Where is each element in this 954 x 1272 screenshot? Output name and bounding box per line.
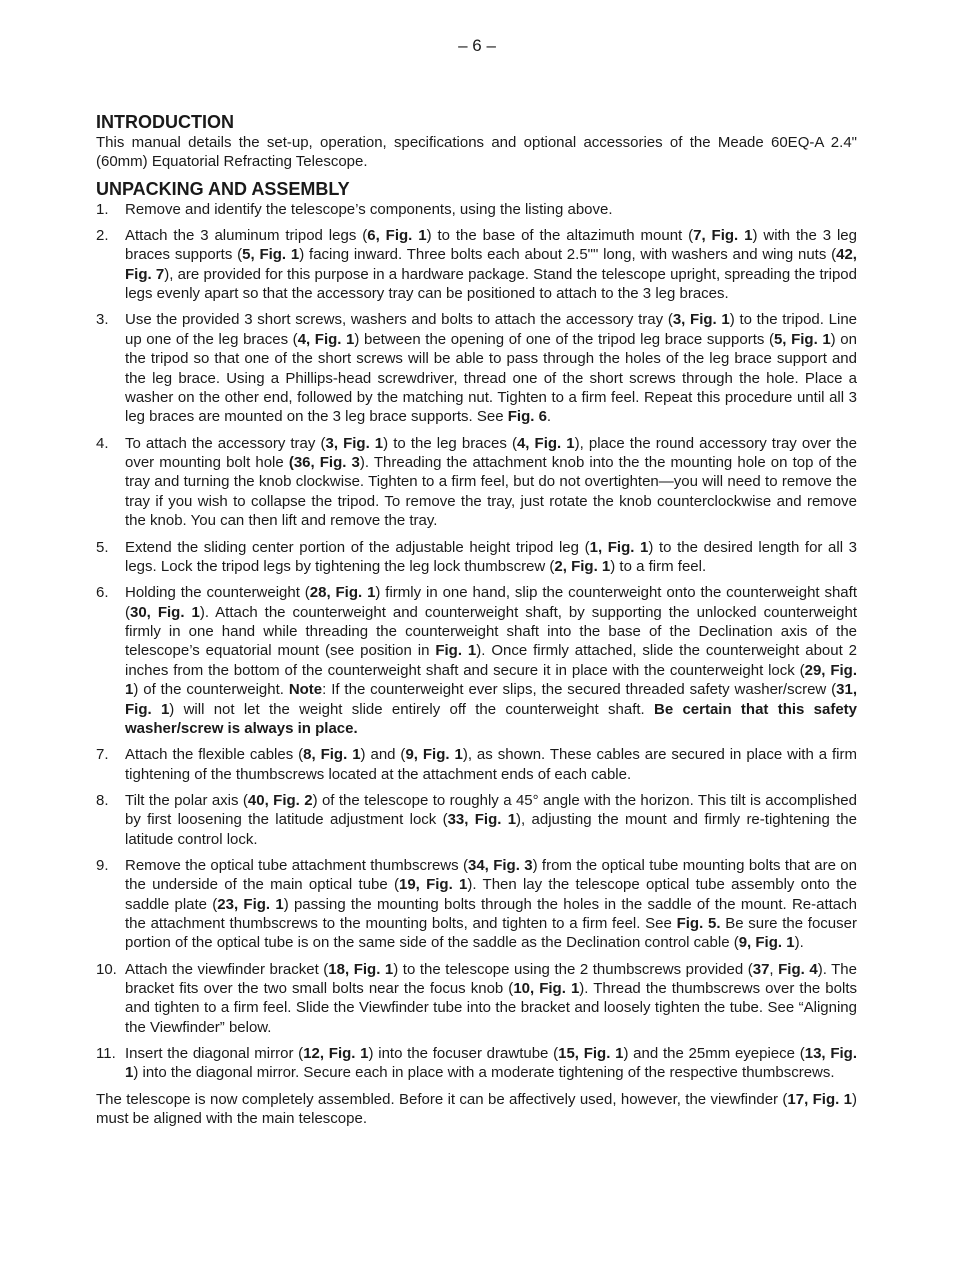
step-number: 3.: [96, 311, 109, 329]
text-run: ) and (: [360, 746, 406, 764]
page-number: – 6 –: [458, 36, 496, 55]
bold-reference: 3, Fig. 1: [672, 311, 730, 329]
text-run: Holding the counterweight (: [125, 584, 310, 602]
text-run: ), place the round accessory tray over the over mounting bolt hole: [125, 434, 857, 472]
text-run: Be sure the focuser portion of the optical tube is on the same side of the saddle as the Declination control cable (: [125, 915, 857, 952]
text-run: ). Thread the thumbscrews over the bolts and tighten to a firm feel. Slide the Viewfinder tube into the bracket and loosely tighten the tube. See “Aligning the Viewfinder” below.: [125, 980, 857, 1036]
bold-reference: 17, Fig. 1: [787, 1090, 852, 1108]
closing-paragraph: [96, 1090, 857, 1129]
bold-reference: 4, Fig. 1: [516, 434, 575, 452]
bold-reference: 19, Fig. 1: [398, 876, 468, 894]
text-run: ) to the desired length for all 3 legs. Lock the tripod legs by tightening the leg lock thumbscrew (: [125, 538, 857, 575]
step-number: 6.: [96, 584, 109, 602]
bold-reference: Fig. 4: [778, 960, 818, 978]
assembly-step: [96, 960, 857, 1038]
text-run: ), are provided for this purpose in a hardware package. Stand the telescope upright, spreading the tripod legs evenly apart so that the accessory tray can be positioned to attach to the 3 leg braces.: [125, 265, 857, 303]
step-number: 9.: [96, 856, 109, 874]
text-run: ), adjusting the mount and firmly re-tightening the latitude control lock.: [125, 811, 857, 848]
text-run: ). Attach the counterweight and counterweight shaft, by supporting the unlocked counterweight firmly in one hand while threading the counterweight shaft into the base of the Declination axis of the telescope’s equatorial mount (see position in: [125, 603, 857, 660]
bold-reference: 40, Fig. 2: [247, 791, 313, 809]
bold-reference: 6, Fig. 1: [367, 227, 427, 245]
text-run: ) and the 25mm eyepiece (: [623, 1045, 805, 1063]
step-text: [125, 1045, 857, 1081]
step-text: [125, 746, 857, 782]
step-text: [125, 539, 857, 575]
text-run: ) will not let the weight slide entirely off the counterweight shaft.: [169, 700, 654, 718]
bold-reference: Be certain that this safety washer/screw is always in place.: [125, 700, 858, 737]
step-text: [125, 201, 613, 218]
text-run: ) must be aligned with the main telescope.: [96, 1090, 857, 1128]
assembly-step: [96, 745, 857, 784]
introduction-heading: INTRODUCTION: [96, 112, 234, 132]
text-run: ). Threading the attachment knob into the the mounting hole on top of the tray and turning the knob clockwise. Tighten to a firm feel, but do not overtighten—you will need to remove the tray if you wish to collapse the tripod. To remove the tray, just rotate the knob counterclockwise and remove the knob. You can then lift and remove the tray.: [125, 454, 857, 530]
bold-reference: Fig. 5.: [676, 915, 721, 932]
bold-reference: 5, Fig. 1: [773, 330, 831, 348]
text-run: Extend the sliding center portion of the adjustable height tripod leg (: [125, 538, 590, 556]
assembly-step: [96, 791, 857, 849]
text-run: ) into the focuser drawtube (: [368, 1045, 559, 1063]
assembly-step: [96, 1044, 857, 1083]
step-number: 2.: [96, 227, 109, 245]
text-run: Tilt the polar axis (: [125, 791, 248, 809]
bold-reference: 15, Fig. 1: [558, 1045, 624, 1063]
step-number: 8.: [96, 791, 109, 809]
bold-reference: Note: [288, 681, 323, 699]
text-run: ) to the leg braces (: [383, 434, 517, 452]
text-run: ) to a firm feel.: [610, 557, 707, 575]
text-run: To attach the accessory tray (: [125, 434, 326, 452]
step-number: 5.: [96, 538, 109, 556]
text-run: ), as shown. These cables are secured in place with a firm tightening of the thumbscrews located at the attachment ends of each cable.: [125, 746, 857, 783]
bold-reference: 5, Fig. 1: [242, 246, 300, 264]
unpacking-heading: UNPACKING AND ASSEMBLY: [96, 178, 350, 199]
bold-reference: 1, Fig. 1: [589, 538, 649, 556]
bold-reference: Fig. 6: [507, 408, 547, 426]
text-run: Attach the 3 aluminum tripod legs (: [125, 227, 368, 245]
text-run: ) with the 3 leg braces supports (: [125, 227, 857, 264]
text-run: ,: [769, 960, 779, 978]
text-run: ) of the counterweight.: [133, 681, 289, 699]
step-number: 7.: [96, 746, 109, 764]
text-run: ). Once firmly attached, slide the counterweight about 2 inches from the bottom of the counterweight shaft and secure it in place with the counterweight lock (: [125, 642, 858, 679]
bold-reference: 9, Fig. 1: [405, 746, 463, 764]
assembly-step: [96, 434, 857, 531]
bold-reference: 33, Fig. 1: [447, 811, 517, 829]
bold-reference: 28, Fig. 1: [309, 584, 376, 602]
assembly-steps-list: [96, 200, 857, 1083]
bold-reference: 30, Fig. 1: [130, 603, 200, 621]
bold-reference: 13, Fig. 1: [125, 1045, 857, 1082]
step-number: 4.: [96, 434, 109, 452]
bold-reference: 9, Fig. 1: [738, 934, 795, 952]
bold-reference: 42, Fig. 7: [125, 246, 857, 283]
bold-reference: 8, Fig. 1: [303, 746, 361, 764]
text-run: Attach the viewfinder bracket (: [125, 960, 329, 978]
assembly-step: [96, 583, 857, 738]
bold-reference: 12, Fig. 1: [303, 1045, 369, 1063]
bold-reference: 34, Fig. 3: [467, 856, 533, 874]
step-number: 10.: [96, 960, 117, 978]
step-text: [125, 792, 857, 848]
bold-reference: 37: [752, 960, 770, 978]
text-run: ) into the diagonal mirror. Secure each in place with a moderate tightening of the respective thumbscrews.: [133, 1064, 835, 1082]
bold-reference: 4, Fig. 1: [297, 330, 355, 348]
text-run: ).: [794, 934, 804, 952]
assembly-step: [96, 200, 857, 219]
text-run: ) between the opening of one of the tripod leg brace supports (: [354, 330, 774, 348]
text-run: Insert the diagonal mirror (: [125, 1045, 304, 1063]
text-run: ). The bracket fits over the two small bolts near the focus knob (: [125, 960, 857, 998]
step-text: [125, 435, 857, 530]
bold-reference: 29, Fig. 1: [125, 661, 857, 699]
step-text: [125, 584, 857, 737]
bold-reference: 23, Fig. 1: [217, 895, 284, 913]
assembly-step: [96, 856, 857, 953]
text-run: Attach the flexible cables (: [125, 746, 304, 764]
bold-reference: 10, Fig. 1: [513, 980, 580, 998]
step-number: 1.: [96, 200, 109, 218]
assembly-step: [96, 310, 857, 426]
text-run: ) of the telescope to roughly a 45° angle with the horizon. This tilt is accomplished by first loosening the latitude adjustment lock (: [125, 791, 857, 829]
text-run: ) to the tripod. Line up one of the leg braces (: [125, 311, 858, 348]
step-text: [125, 961, 857, 1036]
text-run: Remove the optical tube attachment thumbscrews (: [125, 856, 468, 874]
document-body: [96, 111, 857, 1128]
step-text: [125, 311, 857, 425]
bold-reference: 2, Fig. 1: [554, 557, 611, 575]
text-run: ) to the telescope using the 2 thumbscrews provided (: [393, 960, 753, 978]
text-run: ) to the base of the altazimuth mount (: [426, 227, 694, 245]
bold-reference: 18, Fig. 1: [328, 960, 394, 978]
text-run: ) firmly in one hand, slip the counterweight onto the counterweight shaft (: [125, 584, 857, 621]
text-run: ). Then lay the telescope optical tube assembly onto the saddle plate (: [125, 876, 857, 913]
text-run: Remove and identify the telescope’s components, using the listing above.: [125, 200, 613, 218]
text-run: ) passing the mounting bolts through the holes in the saddle of the mount. Re-attach the attachment thumbscrews to the mounting bolts, and tighten to a firm feel. See: [125, 895, 857, 932]
assembly-step: [96, 538, 857, 577]
text-run: ) from the optical tube mounting bolts that are on the underside of the main optical tube (: [125, 856, 857, 894]
step-text: [125, 857, 857, 952]
step-text: [125, 227, 857, 302]
bold-reference: 31, Fig. 1: [125, 681, 857, 718]
bold-reference: 7, Fig. 1: [693, 227, 753, 245]
assembly-step: [96, 226, 857, 304]
text-run: ) facing inward. Three bolts each about 2.5"" long, with washers and wing nuts (: [299, 246, 837, 264]
text-run: ) on the tripod so that one of the short screws will be able to pass through the holes of the leg brace support and the leg brace. Using a Phillips-head screwdriver, thread one of the short screws through the hole. Place a washer on the other end, followed by the matching nut. Tighten to a firm feel. Repeat this procedure until all 3 leg braces are mounted on the 3 leg brace supports. See: [125, 330, 857, 426]
introduction-text: This manual details the set-up, operation, specifications and optional accessories of the Meade 60EQ-A 2.4" (60mm) Equatorial Refracting Telescope.: [96, 134, 857, 171]
bold-reference: 3, Fig. 1: [325, 434, 384, 452]
step-number: 11.: [96, 1045, 116, 1063]
bold-reference: (36, Fig. 3: [288, 454, 360, 472]
text-run: .: [546, 408, 552, 426]
text-run: Use the provided 3 short screws, washers and bolts to attach the accessory tray (: [125, 311, 673, 329]
text-run: : If the counterweight ever slips, the secured threaded safety washer/screw (: [322, 681, 837, 699]
text-run: The telescope is now completely assembled. Before it can be affectively used, however, the viewfinder (: [96, 1090, 788, 1108]
bold-reference: Fig. 1: [435, 642, 477, 660]
